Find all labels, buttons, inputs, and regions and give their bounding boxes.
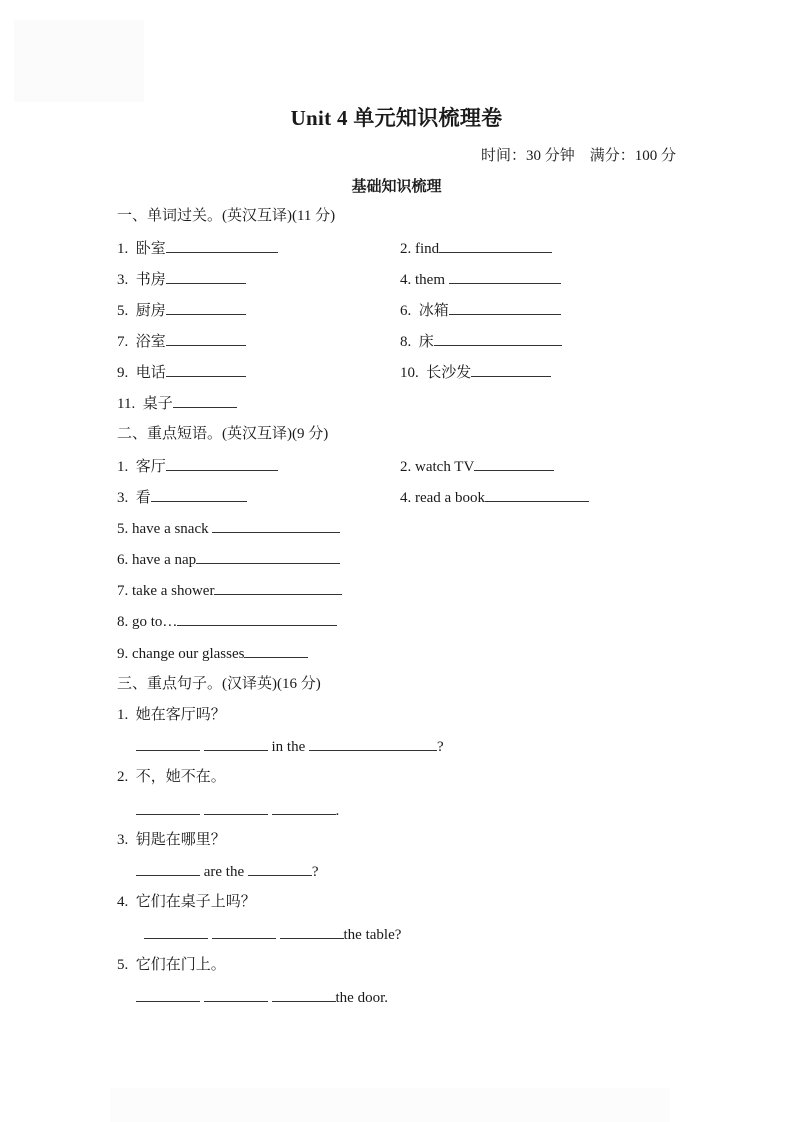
section2-heading: 二、重点短语。(英汉互译)(9 分) xyxy=(117,426,329,442)
answer-blank[interactable] xyxy=(173,393,237,408)
vocab-item-2 xyxy=(400,238,552,259)
page-title: Unit 4 单元知识梳理卷 xyxy=(290,106,503,130)
answer-blank[interactable] xyxy=(434,331,562,346)
answer-text: the table? xyxy=(343,927,402,943)
answer-blank[interactable] xyxy=(166,238,278,253)
sentence-answer-2 xyxy=(136,800,339,821)
item-label: 1. 卧室 xyxy=(117,241,166,257)
section3-heading: 三、重点句子。(汉译英)(16 分) xyxy=(117,676,321,692)
answer-blank[interactable] xyxy=(204,736,268,751)
answer-blank[interactable] xyxy=(309,736,437,751)
sentence-prompt-1: 1. 她在客厅吗？ xyxy=(117,707,226,723)
phrase-item-1 xyxy=(117,456,278,477)
item-label: 5. 厨房 xyxy=(117,303,166,319)
sentence-prompt-2: 2. 不，她不在。 xyxy=(117,769,226,785)
item-label: 9. change our glasses xyxy=(117,646,245,662)
answer-blank[interactable] xyxy=(272,800,336,815)
answer-blank[interactable] xyxy=(196,549,340,564)
sentence-answer-1 xyxy=(136,736,444,757)
scan-artifact-bottom xyxy=(110,1088,670,1122)
section1-heading: 一、单词过关。(英汉互译)(11 分) xyxy=(117,208,336,224)
phrase-item-8 xyxy=(117,611,337,632)
answer-blank[interactable] xyxy=(204,800,268,815)
answer-blank[interactable] xyxy=(166,300,246,315)
vocab-item-6 xyxy=(400,300,561,321)
answer-blank[interactable] xyxy=(144,924,208,939)
item-label: 8. go to… xyxy=(117,614,178,630)
answer-blank[interactable] xyxy=(204,987,268,1002)
phrase-item-2 xyxy=(400,456,554,477)
answer-blank[interactable] xyxy=(177,611,337,626)
answer-blank[interactable] xyxy=(471,362,551,377)
phrase-item-9 xyxy=(117,643,308,664)
phrase-item-3 xyxy=(117,487,247,508)
answer-blank[interactable] xyxy=(439,238,552,253)
sentence-answer-4 xyxy=(144,924,401,945)
answer-blank[interactable] xyxy=(136,987,200,1002)
vocab-item-3 xyxy=(117,269,246,290)
answer-blank[interactable] xyxy=(272,987,336,1002)
answer-blank[interactable] xyxy=(136,736,200,751)
answer-blank[interactable] xyxy=(136,800,200,815)
answer-blank[interactable] xyxy=(166,331,246,346)
phrase-item-4 xyxy=(400,487,589,508)
item-label: 4. them xyxy=(400,272,449,288)
answer-blank[interactable] xyxy=(136,861,200,876)
answer-text: ? xyxy=(311,864,319,880)
answer-text: the door. xyxy=(335,990,388,1006)
answer-blank[interactable] xyxy=(166,269,246,284)
answer-blank[interactable] xyxy=(212,518,340,533)
answer-blank[interactable] xyxy=(248,861,312,876)
item-label: 1. 客厅 xyxy=(117,459,166,475)
item-label: 7. 浴室 xyxy=(117,334,166,350)
vocab-item-5 xyxy=(117,300,246,321)
answer-blank[interactable] xyxy=(212,924,276,939)
answer-text: in the xyxy=(267,739,309,755)
answer-blank[interactable] xyxy=(449,269,561,284)
answer-text: are the xyxy=(200,864,248,880)
sentence-answer-5 xyxy=(136,987,388,1008)
answer-blank[interactable] xyxy=(244,643,308,658)
vocab-item-9 xyxy=(117,362,246,383)
answer-text: . xyxy=(335,803,340,819)
item-label: 2. watch TV xyxy=(400,459,475,475)
vocab-item-1 xyxy=(117,238,278,259)
answer-blank[interactable] xyxy=(485,487,589,502)
answer-blank[interactable] xyxy=(214,580,342,595)
phrase-item-5 xyxy=(117,518,340,539)
phrase-item-7 xyxy=(117,580,342,601)
sentence-prompt-4: 4. 它们在桌子上吗？ xyxy=(117,894,256,910)
item-label: 10. 长沙发 xyxy=(400,365,472,381)
item-label: 6. 冰箱 xyxy=(400,303,449,319)
vocab-item-7 xyxy=(117,331,246,352)
answer-blank[interactable] xyxy=(166,456,278,471)
item-label: 4. read a book xyxy=(400,490,485,506)
item-label: 7. take a shower xyxy=(117,583,215,599)
sentence-answer-3 xyxy=(136,861,319,882)
answer-blank[interactable] xyxy=(449,300,561,315)
section-group-title: 基础知识梳理 xyxy=(351,179,442,195)
vocab-item-10 xyxy=(400,362,551,383)
item-label: 2. find xyxy=(400,241,440,257)
sentence-prompt-5: 5. 它们在门上。 xyxy=(117,957,226,973)
scan-artifact xyxy=(14,20,144,102)
answer-blank[interactable] xyxy=(474,456,554,471)
sentence-prompt-3: 3. 钥匙在哪里？ xyxy=(117,832,226,848)
vocab-item-11 xyxy=(117,393,237,414)
item-label: 9. 电话 xyxy=(117,365,166,381)
item-label: 6. have a nap xyxy=(117,552,197,568)
item-label: 3. 看 xyxy=(117,490,151,506)
vocab-item-4 xyxy=(400,269,561,290)
vocab-item-8 xyxy=(400,331,562,352)
answer-blank[interactable] xyxy=(280,924,344,939)
phrase-item-6 xyxy=(117,549,340,570)
exam-meta: 时间：30 分钟 满分：100 分 xyxy=(480,148,676,164)
item-label: 5. have a snack xyxy=(117,521,213,537)
item-label: 11. 桌子 xyxy=(117,396,173,412)
answer-blank[interactable] xyxy=(151,487,247,502)
item-label: 3. 书房 xyxy=(117,272,166,288)
item-label: 8. 床 xyxy=(400,334,434,350)
answer-blank[interactable] xyxy=(166,362,246,377)
answer-text: ? xyxy=(437,739,444,755)
